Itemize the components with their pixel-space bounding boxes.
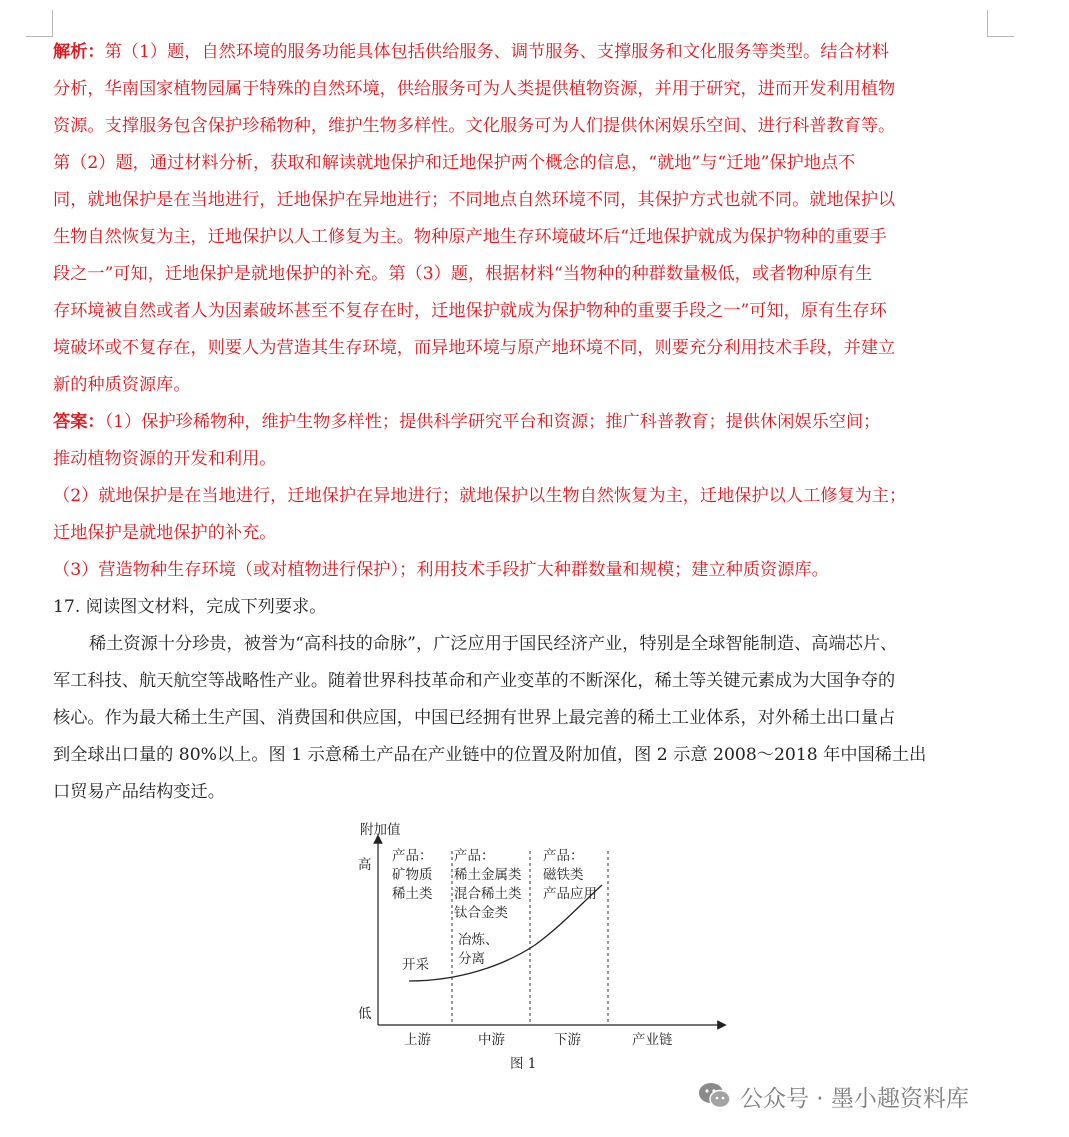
answer-label: 答案： [53,412,105,432]
analysis-line-1 [53,34,993,71]
analysis-line-6: 生物自然恢复为主，迁地保护以人工修复为主。物种原产地生存环境破坏后“迁地保护就成为保护物种的重要手 [53,227,887,247]
watermark [698,1078,969,1114]
curve-label-mining: 开采 [402,957,429,973]
question-line-3: 核心。作为最大稀土生产国、消费国和供应国，中国已经拥有世界上最完善的稀土工业体系，对外稀土出口量占 [53,708,896,728]
analysis-text: 第（1）题，自然环境的服务功能具体包括供给服务、调节服务、支撑服务和文化服务等类型。结合材料 [104,42,889,62]
analysis-line-8: 存环境被自然或者人为因素破坏甚至不复存在时，迁地保护就成为保护物种的重要手段之一”可知，原有生存环 [53,301,887,321]
answer-line-4: 迁地保护是就地保护的补充。 [53,523,277,543]
analysis-line-4: 第（2）题，通过材料分析，获取和解读就地保护和迁地保护两个概念的信息，“就地”与“迁地”保护地点不 [53,153,856,173]
y-axis-title: 附加值 [360,822,401,838]
curve-label-smelting: 冶炼、 分离 [458,932,499,967]
answer-line-2: 推动植物资源的开发和利用。 [53,449,277,469]
downstream-products: 产品： 磁铁类 产品应用 [543,848,597,902]
figure-caption: 图 1 [510,1056,537,1072]
answer-line-3: （2）就地保护是在当地进行，迁地保护在异地进行；就地保护以生物自然恢复为主，迁地保护以人工修复为主； [53,486,907,506]
answer-text: （1）保护珍稀物种，维护生物多样性；提供科学研究平台和资源；推广科普教育；提供休闲娱乐空间； [104,412,881,432]
midstream-products: 产品： 稀土金属类 混合稀土类 钛合金类 [454,848,522,921]
question-line-2: 军工科技、航天航空等战略性产业。随着世界科技革命和产业变革的不断深化，稀土等关键元素成为大国争夺的 [53,671,896,691]
watermark-text: 公众号 · 墨小趣资料库 [740,1085,969,1112]
x-category-upstream: 上游 [404,1032,431,1048]
wechat-icon [698,1081,732,1111]
upstream-products: 产品： 矿物质 稀土类 [392,848,433,902]
y-low-label: 低 [358,1006,372,1022]
question-title: 17. 阅读图文材料，完成下列要求。 [53,597,327,617]
y-high-label: 高 [358,857,372,873]
page-corner-mark-right [987,10,1014,37]
figure-1-industry-chain [330,815,730,1080]
analysis-line-10: 新的种质资源库。 [53,375,191,395]
analysis-line-2: 分析，华南国家植物园属于特殊的自然环境，供给服务可为人类提供植物资源，并用于研究，进而开发利用植物 [53,79,896,99]
question-line-1: 稀土资源十分珍贵，被誉为“高科技的命脉”，广泛应用于国民经济产业，特别是全球智能制造、高端芯片、 [89,634,898,654]
page-corner-mark-left [26,10,53,37]
analysis-label: 解析： [53,42,105,62]
x-axis-title: 产业链 [632,1032,673,1048]
analysis-line-5: 同，就地保护是在当地进行，迁地保护在异地进行；不同地点自然环境不同，其保护方式也就不同。就地保护以 [53,190,896,210]
question-line-5: 口贸易产品结构变迁。 [53,782,225,802]
document-body [53,34,993,811]
question-line-4: 到全球出口量的 80%以上。图 1 示意稀土产品在产业链中的位置及附加值，图 2 示意 2008～2018 年中国稀土出 [53,745,927,765]
analysis-line-3: 资源。支撑服务包含保护珍稀物种，维护生物多样性。文化服务可为人们提供休闲娱乐空间、进行科普教育等。 [53,116,896,136]
answer-line-5: （3）营造物种生存环境（或对植物进行保护）；利用技术手段扩大种群数量和规模；建立种质资源库。 [53,560,829,580]
analysis-line-9: 境破坏或不复存在，则要人为营造其生存环境，而异地环境与原产地环境不同，则要充分利用技术手段，并建立 [53,338,896,358]
x-category-midstream: 中游 [478,1032,505,1048]
analysis-line-7: 段之一”可知，迁地保护是就地保护的补充。第（3）题，根据材料“当物种的种群数量极低，或者物种原有生 [53,264,873,284]
x-category-downstream: 下游 [554,1032,581,1048]
answer-line-1 [53,404,993,441]
